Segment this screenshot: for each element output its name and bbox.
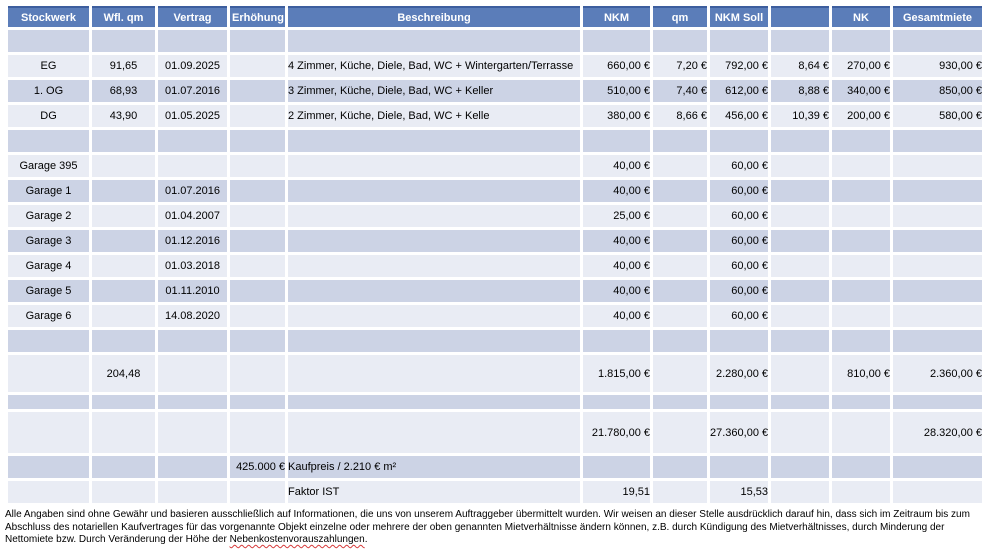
table-row: [8, 280, 982, 302]
table-cell: 456,00 €: [710, 105, 768, 127]
table-cell: [771, 412, 829, 453]
table-cell: 27.360,00 €: [710, 412, 768, 453]
table-cell: [771, 355, 829, 392]
table-cell: [92, 280, 155, 302]
table-row: [8, 412, 982, 453]
column-header-nkm: NKM: [583, 6, 650, 27]
table-cell: [893, 30, 982, 52]
table-cell: [158, 330, 227, 352]
table-cell: 60,00 €: [710, 205, 768, 227]
table-cell: [893, 456, 982, 478]
table-row: [8, 355, 982, 392]
table-cell: [771, 481, 829, 503]
table-cell: 340,00 €: [832, 80, 890, 102]
table-cell: [771, 155, 829, 177]
table-cell: 660,00 €: [583, 55, 650, 77]
table-cell: Garage 6: [8, 305, 89, 327]
table-cell: [832, 255, 890, 277]
table-cell: [92, 330, 155, 352]
table-cell: [92, 395, 155, 409]
table-cell: [158, 130, 227, 152]
table-cell: 7,20 €: [653, 55, 707, 77]
table-cell: [288, 355, 580, 392]
table-cell: 792,00 €: [710, 55, 768, 77]
table-cell: 2.280,00 €: [710, 355, 768, 392]
table-cell: [8, 456, 89, 478]
table-cell: 60,00 €: [710, 230, 768, 252]
table-cell: [230, 255, 285, 277]
table-cell: 3 Zimmer, Küche, Diele, Bad, WC + Keller: [288, 80, 580, 102]
table-cell: 91,65: [92, 55, 155, 77]
table-cell: [288, 30, 580, 52]
table-cell: 01.09.2025: [158, 55, 227, 77]
table-cell: [8, 395, 89, 409]
table-cell: [893, 280, 982, 302]
table-cell: [653, 130, 707, 152]
table-cell: [893, 255, 982, 277]
table-cell: [653, 481, 707, 503]
table-cell: [653, 330, 707, 352]
table-cell: [893, 481, 982, 503]
table-cell: [832, 395, 890, 409]
table-cell: [832, 305, 890, 327]
table-cell: [771, 330, 829, 352]
table-cell: 10,39 €: [771, 105, 829, 127]
table-cell: [288, 305, 580, 327]
table-cell: [832, 330, 890, 352]
table-cell: [893, 230, 982, 252]
table-cell: Garage 4: [8, 255, 89, 277]
table-cell: [230, 55, 285, 77]
table-cell: 7,40 €: [653, 80, 707, 102]
table-cell: 40,00 €: [583, 180, 650, 202]
table-cell: [771, 280, 829, 302]
table-cell: 8,64 €: [771, 55, 829, 77]
table-cell: [832, 456, 890, 478]
table-cell: [893, 330, 982, 352]
table-cell: [92, 255, 155, 277]
column-header-stockwerk: Stockwerk: [8, 6, 89, 27]
column-header-beschreibung: Beschreibung: [288, 6, 580, 27]
table-row: [8, 30, 982, 52]
table-row: [8, 105, 982, 127]
table-cell: Garage 395: [8, 155, 89, 177]
table-cell: 60,00 €: [710, 305, 768, 327]
table-cell: [583, 30, 650, 52]
table-cell: [288, 230, 580, 252]
table-cell: [771, 130, 829, 152]
column-header-nkm-soll: NKM Soll: [710, 6, 768, 27]
table-cell: 01.05.2025: [158, 105, 227, 127]
table-cell: [583, 130, 650, 152]
table-cell: [832, 412, 890, 453]
table-cell: [893, 155, 982, 177]
table-cell: 01.11.2010: [158, 280, 227, 302]
column-header-gesamtmiete: Gesamtmiete: [893, 6, 982, 27]
table-cell: [230, 155, 285, 177]
table-cell: [288, 330, 580, 352]
table-cell: [771, 180, 829, 202]
table-cell: [710, 395, 768, 409]
table-cell: [771, 255, 829, 277]
table-row: [8, 155, 982, 177]
table-cell: [230, 230, 285, 252]
table-row: [8, 330, 982, 352]
table-cell: [653, 395, 707, 409]
table-cell: [92, 155, 155, 177]
table-row: [8, 395, 982, 409]
column-header-erh-hung: Erhöhung: [230, 6, 285, 27]
table-cell: [832, 180, 890, 202]
table-cell: [288, 155, 580, 177]
table-cell: [771, 30, 829, 52]
header-row: [8, 6, 982, 27]
table-cell: [653, 30, 707, 52]
table-cell: [92, 30, 155, 52]
table-cell: 40,00 €: [583, 305, 650, 327]
table-cell: 21.780,00 €: [583, 412, 650, 453]
table-cell: 01.07.2016: [158, 80, 227, 102]
table-cell: [710, 330, 768, 352]
table-cell: [893, 205, 982, 227]
table-cell: [893, 130, 982, 152]
table-cell: [653, 205, 707, 227]
table-cell: 2 Zimmer, Küche, Diele, Bad, WC + Kelle: [288, 105, 580, 127]
table-cell: [158, 155, 227, 177]
table-cell: 810,00 €: [832, 355, 890, 392]
table-cell: [288, 180, 580, 202]
table-cell: [8, 330, 89, 352]
table-cell: [832, 155, 890, 177]
table-cell: [832, 280, 890, 302]
table-cell: 200,00 €: [832, 105, 890, 127]
table-header: [8, 6, 982, 27]
table-cell: DG: [8, 105, 89, 127]
table-cell: 40,00 €: [583, 255, 650, 277]
table-cell: [230, 412, 285, 453]
table-row: [8, 130, 982, 152]
table-cell: 68,93: [92, 80, 155, 102]
table-cell: [158, 395, 227, 409]
table-cell: [832, 130, 890, 152]
disclaimer-text: [5, 509, 993, 547]
table-cell: [832, 481, 890, 503]
table-cell: 01.04.2007: [158, 205, 227, 227]
table-cell: [583, 456, 650, 478]
table-cell: 60,00 €: [710, 255, 768, 277]
table-cell: [8, 130, 89, 152]
table-cell: 270,00 €: [832, 55, 890, 77]
table-cell: [230, 80, 285, 102]
table-cell: [230, 481, 285, 503]
table-cell: [230, 130, 285, 152]
table-cell: [653, 230, 707, 252]
table-cell: [771, 456, 829, 478]
table-cell: 60,00 €: [710, 155, 768, 177]
table-cell: [8, 355, 89, 392]
table-cell: [230, 330, 285, 352]
disclaimer-text-after: .: [364, 534, 368, 545]
table-cell: [8, 412, 89, 453]
table-cell: 40,00 €: [583, 280, 650, 302]
table-cell: 01.03.2018: [158, 255, 227, 277]
table-cell: [710, 130, 768, 152]
table-cell: [158, 30, 227, 52]
spellcheck-flagged-word: Nebenkostenvorauszahlungen: [229, 534, 365, 545]
table-cell: [893, 305, 982, 327]
table-cell: [92, 481, 155, 503]
table-row: [8, 55, 982, 77]
table-cell: [653, 280, 707, 302]
table-cell: [230, 180, 285, 202]
disclaimer-text-before: Alle Angaben sind ohne Gewähr und basieren ausschließlich auf Informationen, die uns von unserem Auftraggeber übermittelt wurden. Wir weisen an dieser Stelle ausdrücklich darauf hin, dass sich im Zeitraum bis zum Abschluss des notariellen Kaufvertrages für das vorgenannte Objekt einzelne oder mehrere der oben genannten Mietverhältnisse ändern können, z.B. durch Kündigung des Mietverhältnisses, durch Minderung der Nettomiete bzw. Durch Veränderung der Höhe der: [5, 509, 970, 545]
table-cell: [158, 355, 227, 392]
table-row: [8, 481, 982, 503]
table-cell: 40,00 €: [583, 230, 650, 252]
table-row: [8, 180, 982, 202]
table-cell: [710, 456, 768, 478]
table-cell: 580,00 €: [893, 105, 982, 127]
table-cell: [8, 481, 89, 503]
table-cell: [832, 230, 890, 252]
table-cell: [288, 255, 580, 277]
table-cell: 850,00 €: [893, 80, 982, 102]
table-cell: 43,90: [92, 105, 155, 127]
table-cell: EG: [8, 55, 89, 77]
table-cell: [653, 355, 707, 392]
table-cell: [92, 205, 155, 227]
table-cell: 8,66 €: [653, 105, 707, 127]
table-cell: 01.07.2016: [158, 180, 227, 202]
table-row: [8, 230, 982, 252]
table-cell: 14.08.2020: [158, 305, 227, 327]
table-cell: [653, 155, 707, 177]
table-cell: [230, 305, 285, 327]
table-row: [8, 305, 982, 327]
table-cell: [230, 105, 285, 127]
table-cell: [158, 412, 227, 453]
table-cell: 1.815,00 €: [583, 355, 650, 392]
table-cell: [288, 205, 580, 227]
table-cell: [230, 395, 285, 409]
table-cell: 28.320,00 €: [893, 412, 982, 453]
table-cell: [158, 456, 227, 478]
table-cell: 204,48: [92, 355, 155, 392]
table-cell: [92, 180, 155, 202]
table-cell: [230, 280, 285, 302]
table-cell: Garage 1: [8, 180, 89, 202]
table-cell: [771, 205, 829, 227]
table-cell: [653, 305, 707, 327]
table-cell: [288, 412, 580, 453]
table-cell: [771, 395, 829, 409]
table-cell: 425.000 €: [230, 456, 285, 478]
table-cell: Garage 3: [8, 230, 89, 252]
table-cell: [92, 305, 155, 327]
table-cell: 2.360,00 €: [893, 355, 982, 392]
table-cell: 930,00 €: [893, 55, 982, 77]
table-cell: [771, 230, 829, 252]
column-header-wfl-qm: Wfl. qm: [92, 6, 155, 27]
column-header-qm: qm: [653, 6, 707, 27]
table-body: [8, 30, 982, 503]
table-cell: 612,00 €: [710, 80, 768, 102]
table-row: [8, 456, 982, 478]
table-cell: [893, 395, 982, 409]
table-cell: [653, 255, 707, 277]
table-cell: [893, 180, 982, 202]
table-cell: [583, 330, 650, 352]
table-cell: [288, 395, 580, 409]
table-cell: [710, 30, 768, 52]
table-cell: 60,00 €: [710, 180, 768, 202]
table-cell: [92, 456, 155, 478]
table-cell: 40,00 €: [583, 155, 650, 177]
table-cell: [158, 481, 227, 503]
table-cell: [832, 30, 890, 52]
table-cell: Kaufpreis / 2.210 € m²: [288, 456, 580, 478]
table-cell: [832, 205, 890, 227]
table-cell: [288, 280, 580, 302]
table-cell: 15,53: [710, 481, 768, 503]
table-cell: [92, 230, 155, 252]
table-cell: [288, 130, 580, 152]
table-cell: 01.12.2016: [158, 230, 227, 252]
table-cell: [583, 395, 650, 409]
column-header-vertrag: Vertrag: [158, 6, 227, 27]
table-cell: 25,00 €: [583, 205, 650, 227]
column-header-blank: [771, 6, 829, 27]
column-header-nk: NK: [832, 6, 890, 27]
table-cell: [230, 205, 285, 227]
table-cell: 380,00 €: [583, 105, 650, 127]
table-cell: [8, 30, 89, 52]
table-cell: 4 Zimmer, Küche, Diele, Bad, WC + Wintergarten/Terrasse: [288, 55, 580, 77]
table-row: [8, 80, 982, 102]
table-cell: [653, 412, 707, 453]
table-cell: Garage 2: [8, 205, 89, 227]
table-cell: 8,88 €: [771, 80, 829, 102]
table-cell: [92, 130, 155, 152]
table-cell: 19,51: [583, 481, 650, 503]
table-cell: [771, 305, 829, 327]
table-cell: 60,00 €: [710, 280, 768, 302]
table-row: [8, 205, 982, 227]
table-row: [8, 255, 982, 277]
table-cell: [230, 355, 285, 392]
table-cell: [653, 456, 707, 478]
table-cell: Garage 5: [8, 280, 89, 302]
table-cell: [92, 412, 155, 453]
table-cell: [230, 30, 285, 52]
table-cell: 1. OG: [8, 80, 89, 102]
table-cell: Faktor IST: [288, 481, 580, 503]
table-cell: [653, 180, 707, 202]
rent-roll-table: [5, 3, 985, 506]
table-cell: 510,00 €: [583, 80, 650, 102]
